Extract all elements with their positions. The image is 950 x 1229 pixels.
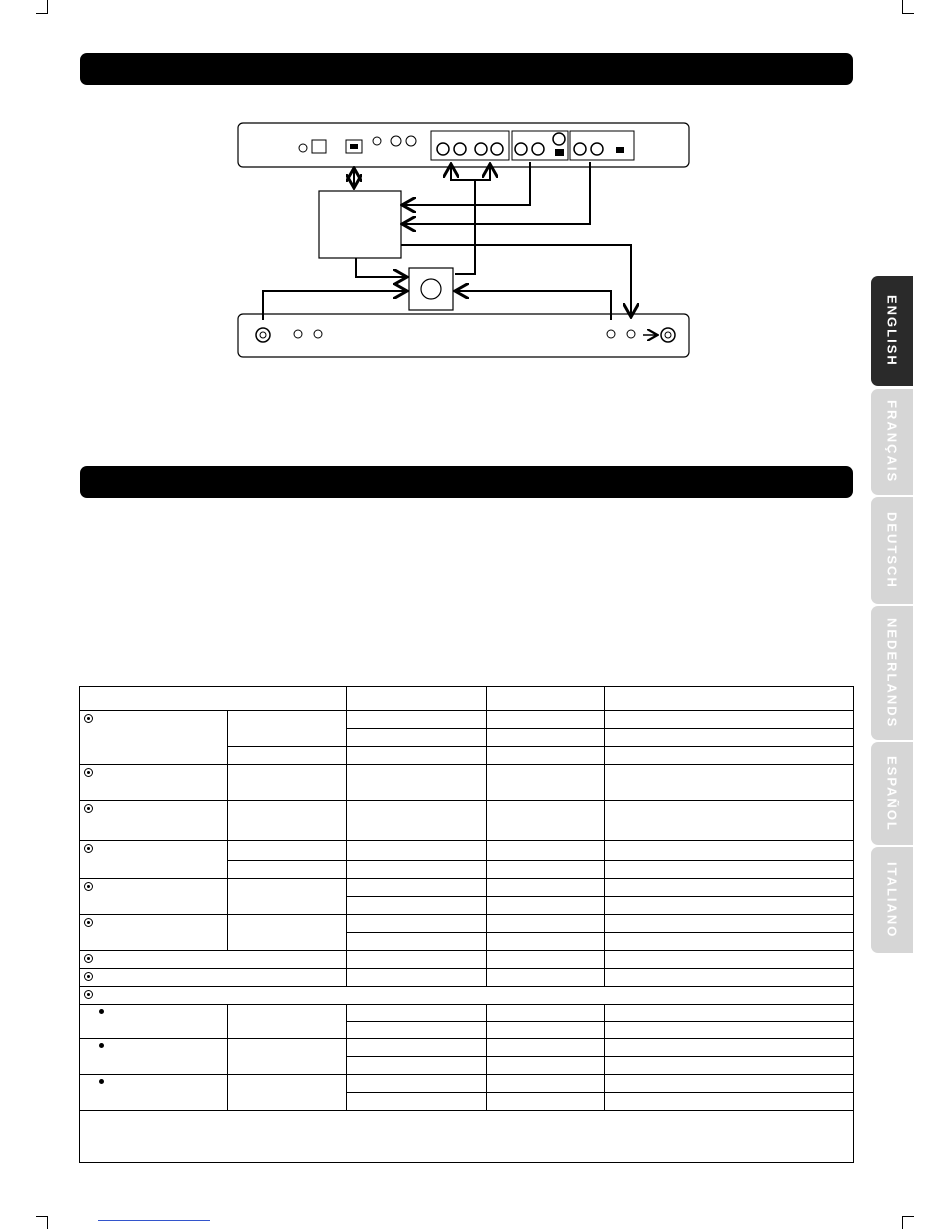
table-header-row [80, 687, 854, 711]
crop-mark [47, 1216, 48, 1229]
tab-label: NEDERLANDS [884, 617, 900, 729]
table-row [80, 987, 854, 1005]
tab-nederlands[interactable] [871, 606, 913, 740]
tab-italiano[interactable] [871, 847, 913, 953]
tab-espanol[interactable] [871, 742, 913, 845]
tab-label: ITALIANO [884, 861, 900, 939]
table-row [80, 969, 854, 987]
table-footnote-row [80, 1111, 854, 1163]
table-row [80, 879, 854, 897]
bullet-icon [99, 1079, 104, 1084]
circle-dot-icon [84, 990, 93, 999]
table-row [80, 711, 854, 729]
top-unit-panel [238, 123, 689, 167]
connection-diagram [0, 0, 950, 400]
computer-box [319, 191, 401, 258]
crop-mark [36, 1216, 48, 1217]
tab-francais[interactable] [871, 389, 913, 495]
bullet-icon [99, 1009, 104, 1014]
bottom-unit-panel [238, 314, 689, 357]
section-header-bar [80, 466, 853, 498]
table-row [80, 1075, 854, 1093]
tab-label: ESPAÑOL [884, 755, 900, 832]
table-row [80, 841, 854, 861]
table-row [80, 765, 854, 801]
circle-dot-icon [84, 882, 93, 891]
center-unit [409, 268, 453, 310]
specifications-table [79, 686, 854, 1163]
tab-label: ENGLISH [884, 295, 900, 367]
tab-label: DEUTSCH [884, 512, 900, 589]
circle-dot-icon [84, 714, 93, 723]
tab-deutsch[interactable] [871, 497, 913, 604]
table-row [80, 801, 854, 841]
crop-mark [902, 1216, 903, 1229]
table-row [80, 951, 854, 969]
crop-mark [902, 1216, 914, 1217]
circle-dot-icon [84, 844, 93, 853]
circle-dot-icon [84, 804, 93, 813]
circle-dot-icon [84, 954, 93, 963]
circle-dot-icon [84, 918, 93, 927]
table-row [80, 1039, 854, 1057]
tab-label: FRANÇAIS [884, 400, 900, 484]
tab-english[interactable] [871, 276, 913, 386]
footer-link-underline[interactable] [98, 1220, 210, 1221]
circle-dot-icon [84, 768, 93, 777]
bullet-icon [99, 1043, 104, 1048]
circle-dot-icon [84, 972, 93, 981]
table-row [80, 915, 854, 933]
table-row [80, 1005, 854, 1022]
